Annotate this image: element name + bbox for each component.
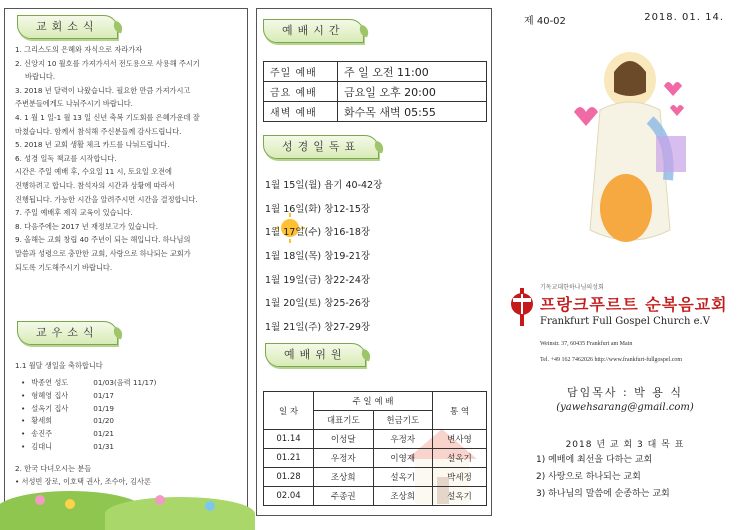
schedule-panel [256, 8, 492, 516]
offering-header: 헌금기도 [373, 411, 433, 430]
service-time: 금요일 오후 20:00 [338, 82, 487, 102]
notice-line: 진행하려고 합니다. 참석자의 시간과 상황에 따라서 [15, 180, 175, 190]
prayer-header: 대표기도 [314, 411, 374, 430]
denomination: 기독교대한하나님의성회 [540, 284, 604, 291]
notice-line: 7. 주일 예배후 제직 교육이 있습니다. [15, 208, 133, 218]
goals-list [536, 452, 670, 503]
table-cell: 01.21 [264, 449, 314, 468]
service-name: 금요 예배 [264, 82, 338, 102]
table-cell: 이영재 [373, 449, 433, 468]
notice-line: 4. 1 월 1 일-1 월 13 일 신년 축복 기도회를 은혜가운데 잘 [15, 112, 200, 122]
duty-table [263, 391, 487, 506]
notice-line: 마쳤습니다. 함께서 참석해 주신분들께 감사드립니다. [15, 126, 182, 136]
list-item: 1) 예배에 최선을 다하는 교회 [536, 455, 653, 465]
table-cell: 01.14 [264, 430, 314, 449]
cover-panel [500, 0, 750, 530]
table-cell: 설옥기 [373, 468, 433, 487]
reading-list [265, 174, 485, 340]
list-item: 1월 18일(목) 창19-21장 [265, 251, 371, 263]
travel-list: • 서성빈 장로, 이호택 권사, 조수아, 김사론 [15, 476, 151, 486]
pastor-name: 담임목사 : 박 용 식 [566, 386, 684, 399]
service-time: 화수목 새벽 05:55 [338, 102, 487, 122]
list-item: 1월 15일(월) 욥기 40-42장 [265, 180, 383, 191]
table-cell: 조상희 [373, 487, 433, 506]
list-item: 1월 20일(토) 창25-26장 [265, 298, 371, 310]
notice-line: 시간은 주일 예배 후, 수요일 11 시, 토요일 오전에 [15, 167, 172, 177]
notice-line: 바랍니다. [25, 72, 56, 82]
notice-line: 8. 다음주에는 2017 년 재정보고가 있습니다. [15, 221, 159, 231]
list-item: • 송진주 01/21 [21, 428, 243, 441]
service-name: 새벽 예배 [264, 102, 338, 122]
notice-list [15, 43, 243, 274]
goals-title: 2018 년 교 회 3 대 목 표 [565, 440, 685, 450]
church-name-en: Frankfurt Full Gospel Church e.V [540, 316, 710, 327]
notice-line: 3. 2018 년 달력이 나왔습니다. 필요한 만큼 가져가시고 [15, 85, 191, 95]
table-cell: 우정자 [314, 449, 374, 468]
list-item: • 황세희 01/20 [21, 415, 243, 428]
table-cell: 01.28 [264, 468, 314, 487]
church-logo-icon [510, 286, 534, 328]
table-cell: 우정자 [373, 430, 433, 449]
pastor-email: (yawehsarang@gmail.com) [556, 402, 694, 413]
notice-line: 9. 올해는 교회 창립 40 주년이 되는 해입니다. 하나님의 [15, 235, 191, 245]
travel-heading: 2. 한국 다녀오시는 분들 [15, 463, 92, 473]
interpret-header: 통 역 [433, 392, 487, 430]
notice-line: 주변분들에게도 나눠주시기 바랍니다. [15, 99, 133, 109]
bulletin-date: 2018. 01. 14. [644, 12, 724, 23]
table-row [264, 102, 487, 122]
list-item: • 김대니 01/31 [21, 441, 243, 454]
notice-line: 6. 성경 일독 책교를 시작합니다. [15, 153, 117, 163]
church-name-ko: 프랑크푸르트 순복음교회 [540, 295, 728, 314]
table-cell: 이성달 [314, 430, 374, 449]
list-item: 1월 21일(주) 창27-29장 [265, 322, 371, 334]
church-contact: Tel. +49 162 7462026 http://www.frankfurt-fullgospel.com [540, 357, 683, 363]
list-item: • 형혜영 집사 01/17 [21, 390, 243, 403]
table-row [264, 62, 487, 82]
table-cell: 변사영 [433, 430, 487, 449]
table-cell: 박세정 [433, 468, 487, 487]
table-row [264, 449, 487, 468]
notice-line: 5. 2018 년 교회 생활 체크 카드를 나눠드립니다. [15, 140, 170, 150]
reading-title: 성경일독표 [263, 135, 379, 159]
table-row [264, 392, 487, 411]
list-item: • 설옥기 집사 01/19 [21, 403, 243, 416]
sunday-header: 주 일 예 배 [314, 392, 433, 411]
notice-line: 1. 그리스도의 은혜와 자식으로 자라가자 [15, 45, 143, 54]
service-table [263, 61, 487, 122]
table-cell: 02.04 [264, 487, 314, 506]
jesus-illustration [560, 40, 700, 260]
issue-number: 제 40-02 [524, 16, 566, 27]
table-cell: 주종권 [314, 487, 374, 506]
duty-title: 예배위원 [265, 343, 366, 367]
list-item: 1월 16일(화) 창12-15장 [265, 203, 371, 215]
list-item: 1월 19일(금) 창22-24장 [265, 274, 371, 286]
school-title: 교우소식 [17, 321, 118, 345]
birthday-heading: 1.1 월달 생일을 축하합니다 [15, 361, 103, 370]
table-row [264, 487, 487, 506]
notice-title: 교회소식 [17, 15, 118, 39]
notice-line: 되도록 기도해주시기 바랍니다. [15, 262, 113, 272]
list-item: 2) 사랑으로 하나되는 교회 [536, 472, 641, 482]
table-row [264, 430, 487, 449]
service-title: 예배시간 [263, 19, 364, 43]
table-row [264, 468, 487, 487]
notice-line: 진행됩니다. 가능한 시간을 알려주시면 시간을 결정합니다. [15, 194, 198, 204]
table-cell: 조상희 [314, 468, 374, 487]
notice-line: 말씀과 성령으로 충만한 교회, 사랑으로 하나되는 교회가 [15, 248, 191, 258]
birthday-list [21, 377, 243, 454]
service-name: 주일 예배 [264, 62, 338, 82]
church-address: Weinstr. 37, 60435 Frankfurt am Main [540, 341, 633, 347]
table-row [264, 82, 487, 102]
notice-panel [4, 8, 248, 516]
member-news [15, 361, 243, 488]
table-cell: 설옥기 [433, 487, 487, 506]
service-time: 주 일 오전 11:00 [338, 62, 487, 82]
list-item: 3) 하나님의 말씀에 순종하는 교회 [536, 489, 670, 499]
list-item: 1월 17일(수) 창16-18장 [265, 227, 371, 239]
table-cell: 설옥기 [433, 449, 487, 468]
notice-line: 2. 신앙지 10 월호를 가져가셔서 전도용으로 사용해 주시기 [15, 58, 200, 68]
list-item: • 박종연 성도 01/03(음력 11/17) [21, 377, 243, 390]
date-header: 일 자 [264, 392, 314, 430]
